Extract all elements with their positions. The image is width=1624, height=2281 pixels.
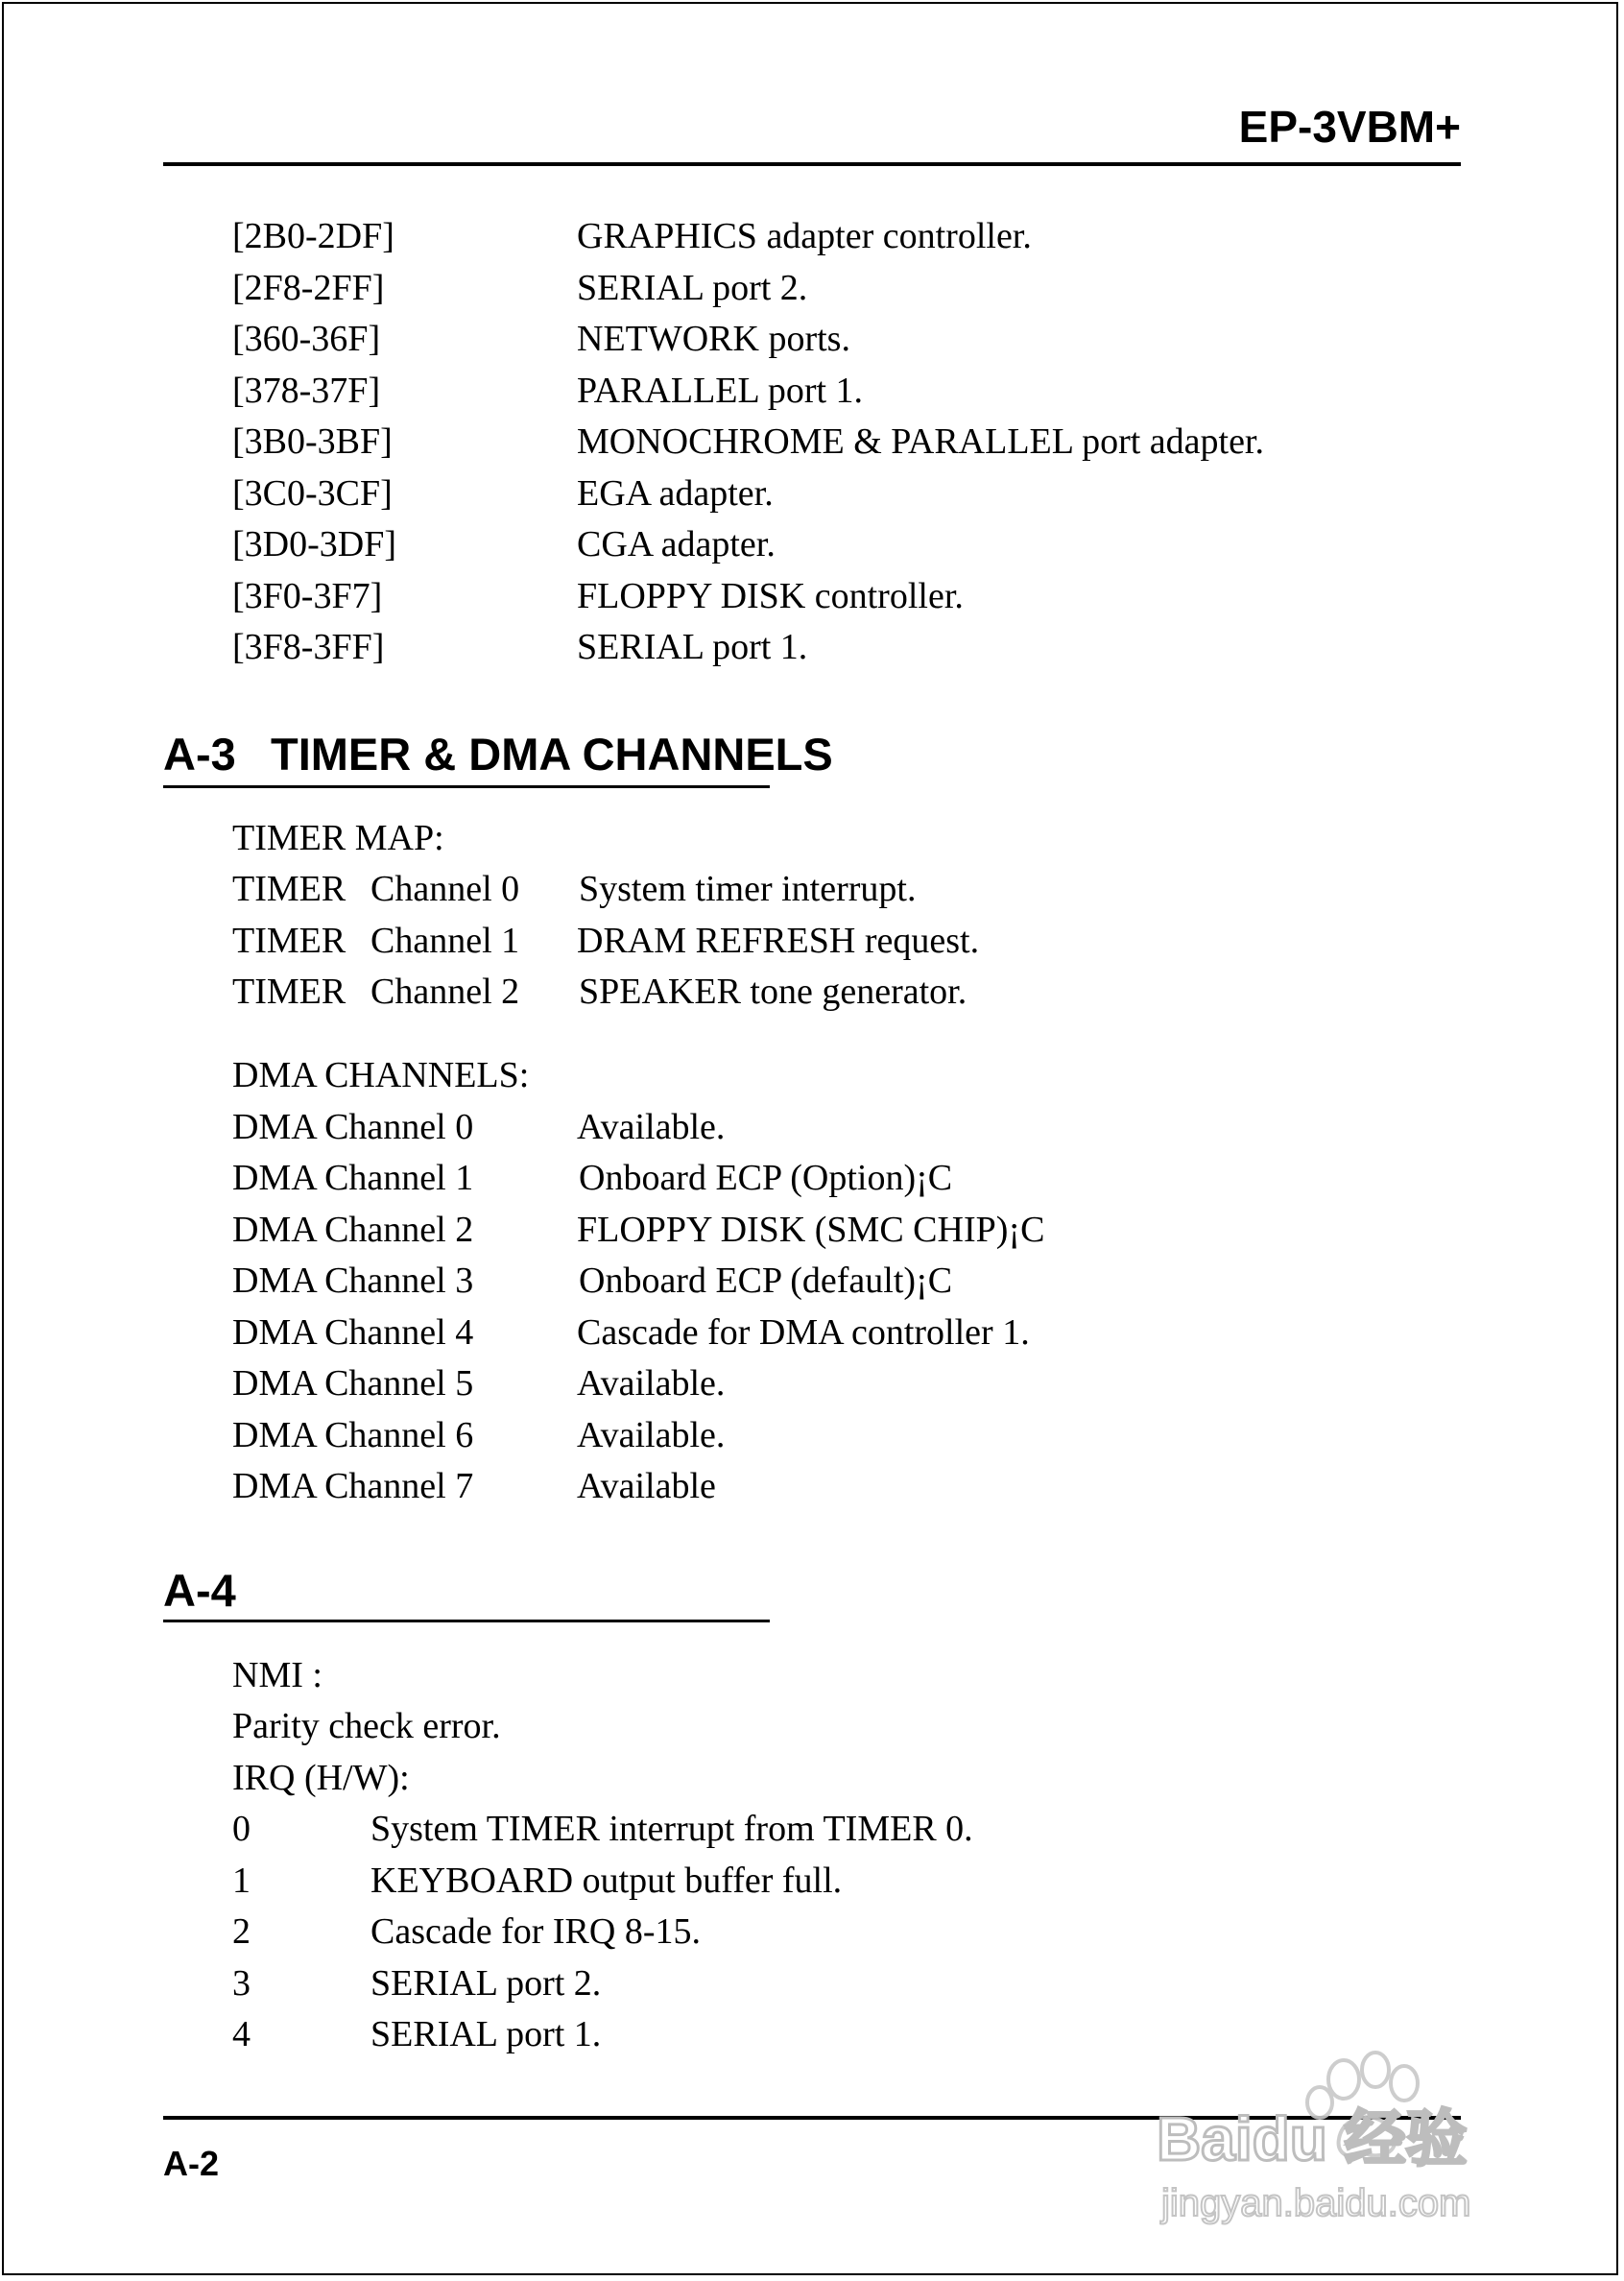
section-a4-rule — [163, 1620, 770, 1622]
section-a4-heading — [163, 1565, 236, 1616]
header-rule — [163, 162, 1461, 166]
irq-number: 0 — [232, 1809, 251, 1849]
dma-desc: Onboard ECP (default)¡C — [579, 1261, 953, 1301]
page-number: A-2 — [163, 2144, 220, 2183]
dma-desc: Available. — [577, 1107, 726, 1147]
io-desc: SERIAL port 1. — [577, 627, 808, 667]
dma-desc: Available. — [577, 1415, 726, 1455]
io-range: [360-36F] — [232, 319, 381, 359]
timer-desc: DRAM REFRESH request. — [577, 921, 980, 961]
dma-channel: DMA Channel 4 — [232, 1312, 474, 1353]
io-range: [3B0-3BF] — [232, 421, 393, 462]
irq-number: 4 — [232, 2014, 251, 2054]
dma-channels-heading: DMA CHANNELS: — [232, 1055, 530, 1095]
irq-number: 2 — [232, 1911, 251, 1952]
dma-desc: Onboard ECP (Option)¡C — [579, 1158, 953, 1198]
timer-desc: SPEAKER tone generator. — [579, 972, 967, 1012]
irq-desc: Cascade for IRQ 8-15. — [370, 1911, 702, 1952]
timer-label: TIMER — [232, 869, 346, 909]
io-desc: MONOCHROME & PARALLEL port adapter. — [577, 421, 1264, 462]
io-range: [3F8-3FF] — [232, 627, 385, 667]
io-range: [3C0-3CF] — [232, 473, 393, 514]
io-range: [378-37F] — [232, 371, 381, 411]
section-title: TIMER & DMA CHANNELS — [271, 729, 833, 780]
section-number: A-3 — [163, 729, 236, 780]
nmi-heading: NMI : — [232, 1655, 322, 1695]
dma-channel: DMA Channel 1 — [232, 1158, 474, 1198]
section-a3-heading — [163, 729, 833, 780]
nmi-desc: Parity check error. — [232, 1706, 501, 1746]
timer-channel: Channel 2 — [370, 972, 520, 1012]
irq-desc: SERIAL port 2. — [370, 1963, 602, 2004]
io-range: [3F0-3F7] — [232, 576, 383, 616]
io-range: [3D0-3DF] — [232, 524, 396, 564]
timer-desc: System timer interrupt. — [579, 869, 917, 909]
io-desc: GRAPHICS adapter controller. — [577, 216, 1032, 256]
io-desc: PARALLEL port 1. — [577, 371, 864, 411]
dma-desc: FLOPPY DISK (SMC CHIP)¡C — [577, 1210, 1045, 1250]
irq-desc: KEYBOARD output buffer full. — [370, 1861, 843, 1901]
baidu-watermark — [1147, 2033, 1550, 2225]
io-desc: FLOPPY DISK controller. — [577, 576, 964, 616]
dma-desc: Available. — [577, 1363, 726, 1404]
timer-label: TIMER — [232, 972, 346, 1012]
document-model-title: EP-3VBM+ — [1238, 102, 1461, 152]
io-desc: CGA adapter. — [577, 524, 776, 564]
dma-desc: Available — [577, 1466, 716, 1506]
io-range: [2B0-2DF] — [232, 216, 394, 256]
section-a3-rule — [163, 785, 770, 788]
io-range: [2F8-2FF] — [232, 268, 385, 308]
timer-channel: Channel 1 — [370, 921, 520, 961]
irq-number: 1 — [232, 1861, 251, 1901]
timer-channel: Channel 0 — [370, 869, 520, 909]
io-desc: EGA adapter. — [577, 473, 774, 514]
timer-map-heading: TIMER MAP: — [232, 818, 444, 858]
dma-channel: DMA Channel 7 — [232, 1466, 474, 1506]
baidu-paw-logo-icon — [1147, 2033, 1550, 2225]
dma-channel: DMA Channel 2 — [232, 1210, 474, 1250]
io-desc: SERIAL port 2. — [577, 268, 808, 308]
section-number: A-4 — [163, 1565, 236, 1616]
irq-desc: SERIAL port 1. — [370, 2014, 602, 2054]
dma-desc: Cascade for DMA controller 1. — [577, 1312, 1030, 1353]
io-desc: NETWORK ports. — [577, 319, 850, 359]
watermark-url: jingyan.baidu.com — [1161, 2182, 1471, 2224]
dma-channel: DMA Channel 3 — [232, 1261, 474, 1301]
dma-channel: DMA Channel 6 — [232, 1415, 474, 1455]
irq-number: 3 — [232, 1963, 251, 2004]
watermark-brand: Baidu 经验 — [1157, 2104, 1468, 2173]
irq-desc: System TIMER interrupt from TIMER 0. — [370, 1809, 973, 1849]
irq-heading: IRQ (H/W): — [232, 1758, 410, 1798]
timer-label: TIMER — [232, 921, 346, 961]
dma-channel: DMA Channel 0 — [232, 1107, 474, 1147]
dma-channel: DMA Channel 5 — [232, 1363, 474, 1404]
